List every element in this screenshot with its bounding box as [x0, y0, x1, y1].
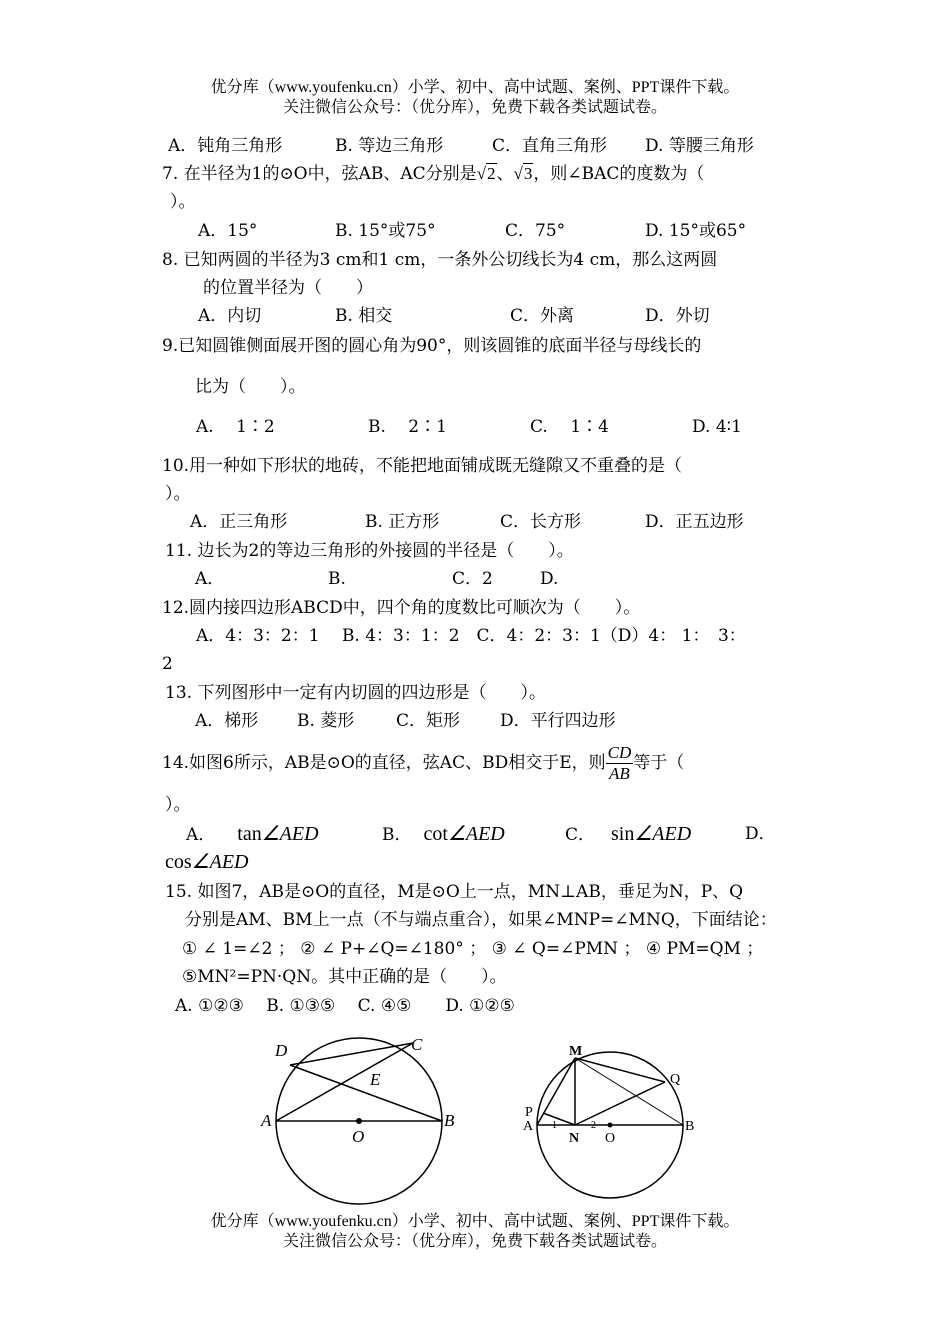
fig6-label-e: E — [370, 1070, 381, 1089]
fig7-mb — [575, 1058, 683, 1125]
q11-stem: 11. 边长为2的等边三角形的外接圆的半径是（ ）。 — [165, 541, 574, 561]
fig7-mq — [575, 1058, 665, 1082]
fig7-label-a: A — [523, 1119, 534, 1134]
q14-stem-a: 14.如图6所示，AB是⊙O的直径，弦AC、BD相交于E，则 — [162, 753, 606, 773]
fig7-label-2: 2 — [591, 1120, 596, 1131]
fig6-label-c: C — [411, 1035, 423, 1054]
q9-stem-a: 9.已知圆锥侧面展开图的圆心角为90°，则该圆锥的底面半径与母线长的 — [162, 336, 702, 356]
q12-stem: 12.圆内接四边形ABCD中，四个角的度数比可顺次为（ ）。 — [162, 598, 641, 618]
q14-stem-b: 等于（ — [633, 753, 685, 773]
q10-stem-a: 10.用一种如下形状的地砖，不能把地面铺成既无缝隙又不重叠的是（ — [162, 456, 683, 476]
fig7-label-b: B — [685, 1119, 695, 1134]
q13-stem: 13. 下列图形中一定有内切圆的四边形是（ ）。 — [165, 683, 546, 703]
q15-stem-a: 15. 如图7，AB是⊙O的直径，M是⊙O上一点，MN⊥AB，垂足为N，P、Q — [165, 882, 744, 902]
q12-options: A．4：3：2：1 B. 4：3：1：2 C．4：2：3：1（D）4： 1： 3： — [196, 626, 746, 646]
q12-wrap: 2 — [162, 654, 173, 674]
q8-option-b: B. 相交 — [335, 306, 393, 326]
q14-d-fn: cos — [165, 851, 192, 873]
footer-line-1: 优分库（www.youfenku.cn）小学、初中、高中试题、案例、PPT课件下载。 — [210, 1213, 740, 1230]
q11-option-c: C．2 — [452, 569, 493, 589]
q11-option-d: D. — [540, 569, 559, 589]
fig7-label-1: 1 — [552, 1120, 557, 1131]
q7-option-d: D. 15°或65° — [645, 221, 747, 241]
q13-option-a: A．梯形 — [195, 711, 259, 731]
fig7-np — [543, 1113, 575, 1125]
q8-stem-a: 8. 已知两圆的半径为3 cm和1 cm，一条外公切线长为4 cm，那么这两圆 — [162, 250, 718, 270]
q14-fraction-num: CD — [607, 743, 632, 762]
q7-stem-b: ，则∠BAC的度数为（ — [533, 164, 705, 184]
q14-stem-c: ）。 — [165, 795, 191, 815]
fig7-label-m: M — [569, 1044, 583, 1059]
q11-option-b: B. — [328, 569, 346, 589]
fig7-label-n: N — [569, 1131, 580, 1146]
q10-option-d: D．正五边形 — [645, 512, 744, 532]
q7-sep: 、 — [496, 164, 514, 184]
q8-option-a: A．内切 — [198, 306, 262, 326]
q14-option-c — [565, 822, 691, 847]
q14-fraction-den: AB — [609, 764, 630, 783]
q7-root2-value: 3 — [523, 164, 533, 183]
q7-stem-c: ）。 — [170, 192, 196, 212]
q14-fraction — [606, 743, 634, 784]
q14-a-label: A． — [186, 825, 216, 845]
q7-root1-value: 2 — [487, 164, 496, 183]
q15-stem-b: 分别是AM、BM上一点（不与端点重合），如果∠MNP=∠MNQ，下面结论： — [185, 910, 777, 930]
q9-stem-b: 比为（ ）。 — [195, 377, 306, 397]
q15-stem-c: ① ∠ 1=∠2 ； ② ∠ P+∠Q=∠180° ； ③ ∠ Q=∠PMN ； ④ PM=QM ； — [182, 939, 764, 959]
q14-b-label: B． — [382, 825, 412, 845]
q14-c-angle: ∠AED — [634, 823, 692, 845]
q14-option-b — [382, 822, 505, 847]
fig6-label-a: A — [261, 1111, 272, 1130]
fig6-chord-bd — [290, 1065, 442, 1121]
fig6-center-dot — [356, 1118, 362, 1124]
q9-option-d: D. 4∶1 — [692, 417, 742, 437]
q7-option-b: B. 15°或75° — [335, 221, 436, 241]
fig7-nq — [575, 1082, 665, 1125]
fig7-label-p: P — [525, 1105, 533, 1120]
fig7-label-q: Q — [670, 1072, 681, 1087]
q7-option-a: A．15° — [198, 221, 258, 241]
fig6-label-o: O — [352, 1127, 365, 1146]
q8-option-d: D．外切 — [645, 306, 710, 326]
q9-option-a: A. 1∶2 — [196, 417, 275, 437]
q14-d-angle: ∠AED — [191, 851, 249, 873]
header-line-2: 关注微信公众号：（优分库），免费下载各类试题试卷。 — [282, 99, 667, 116]
q15-stem-d: ⑤MN²=PN·QN。其中正确的是（ ）。 — [182, 967, 507, 987]
q14-stem — [162, 743, 684, 784]
figure-7 — [515, 1040, 705, 1205]
q14-option-d — [165, 850, 248, 875]
q14-option-d-label: D． — [745, 824, 776, 844]
q7-option-c: C．75° — [505, 221, 566, 241]
q8-option-c: C．外离 — [510, 306, 575, 326]
fig7-center-dot — [608, 1123, 613, 1128]
q7-root-2: √2 — [476, 164, 496, 183]
q6-option-c: C．直角三角形 — [492, 136, 608, 156]
q6-option-b: B. 等边三角形 — [335, 136, 444, 156]
q8-stem-b: 的位置半径为（ ） — [203, 278, 373, 298]
q11-option-a: A． — [195, 569, 225, 589]
q10-option-a: A．正三角形 — [190, 512, 288, 532]
q10-stem-b: ）。 — [165, 484, 191, 504]
fig7-am — [537, 1058, 575, 1125]
q10-option-c: C．长方形 — [500, 512, 582, 532]
q14-a-angle: ∠AED — [261, 823, 319, 845]
fig6-label-d: D — [275, 1041, 288, 1060]
fig7-label-o: O — [605, 1131, 616, 1146]
q15-options: A. ①②③ B. ①③⑤ C. ④⑤ D. ①②⑤ — [175, 996, 515, 1016]
q13-option-c: C．矩形 — [396, 711, 461, 731]
q13-option-b: B. 菱形 — [297, 711, 355, 731]
figure-6 — [250, 1030, 470, 1205]
header-line-1: 优分库（www.youfenku.cn）小学、初中、高中试题、案例、PPT课件下载。 — [210, 79, 740, 96]
q9-option-c: C. 1∶4 — [530, 417, 609, 437]
q9-option-b: B. 2∶1 — [368, 417, 447, 437]
q14-b-fn: cot — [423, 823, 448, 845]
q6-option-d: D. 等腰三角形 — [645, 136, 754, 156]
q7-root-3: √3 — [513, 164, 533, 183]
q10-option-b: B. 正方形 — [365, 512, 440, 532]
footer-line-2: 关注微信公众号：（优分库），免费下载各类试题试卷。 — [282, 1233, 667, 1250]
fig6-label-b: B — [444, 1111, 455, 1130]
q13-option-d: D．平行四边形 — [500, 711, 616, 731]
q14-c-label: C． — [565, 825, 596, 845]
q7-stem-a: 7. 在半径为1的⊙O中，弦AB、AC分别是 — [162, 164, 477, 184]
q14-option-a — [186, 822, 319, 847]
q14-b-angle: ∠AED — [447, 823, 505, 845]
q6-option-a: A．钝角三角形 — [168, 136, 283, 156]
q7-stem — [162, 163, 704, 185]
q14-a-fn: tan — [237, 823, 262, 845]
q14-c-fn: sin — [611, 823, 635, 845]
